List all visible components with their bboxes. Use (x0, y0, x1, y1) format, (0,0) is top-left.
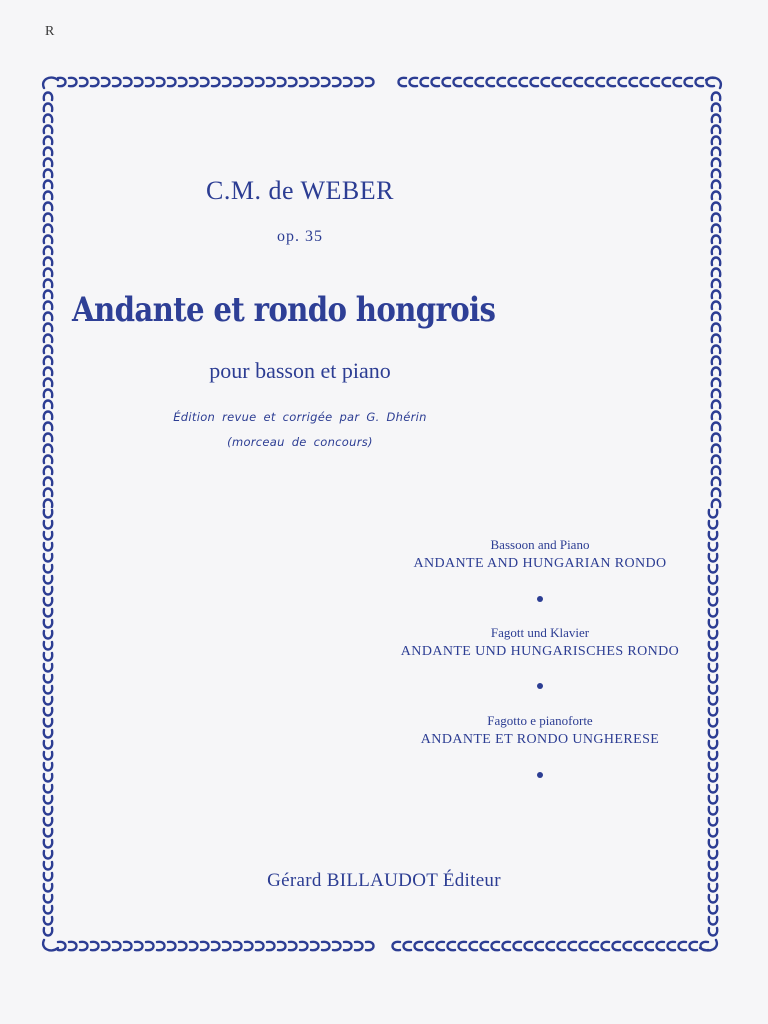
composer-name: C.M. de WEBER (205, 176, 395, 205)
translation-instruments: Fagotto e pianoforte (487, 713, 593, 728)
corner-mark: R (45, 24, 55, 39)
translation-instruments: Bassoon and Piano (490, 537, 590, 552)
translation-english (380, 537, 700, 573)
translation-title: ANDANTE ET RONDO UNGHERESE (420, 732, 660, 747)
concours-note: (morceau de concours) (227, 435, 373, 449)
publisher: Gérard BILLAUDOT Éditeur (267, 870, 501, 891)
translation-italian (380, 713, 700, 749)
translation-german (380, 625, 700, 661)
separator-dot (537, 596, 543, 602)
translation-title: ANDANTE AND HUNGARIAN RONDO (413, 556, 667, 571)
opus-number: op. 35 (277, 228, 323, 245)
translation-title: ANDANTE UND HUNGARISCHES RONDO (400, 644, 680, 659)
translation-instruments: Fagott und Klavier (490, 625, 590, 640)
work-title: Andante et rondo hongrois (72, 290, 496, 330)
separator-dot (537, 683, 543, 689)
edition-note: Édition revue et corrigée par G. Dhérin (173, 410, 427, 424)
instrumentation: pour basson et piano (209, 358, 391, 383)
separator-dot (537, 772, 543, 778)
